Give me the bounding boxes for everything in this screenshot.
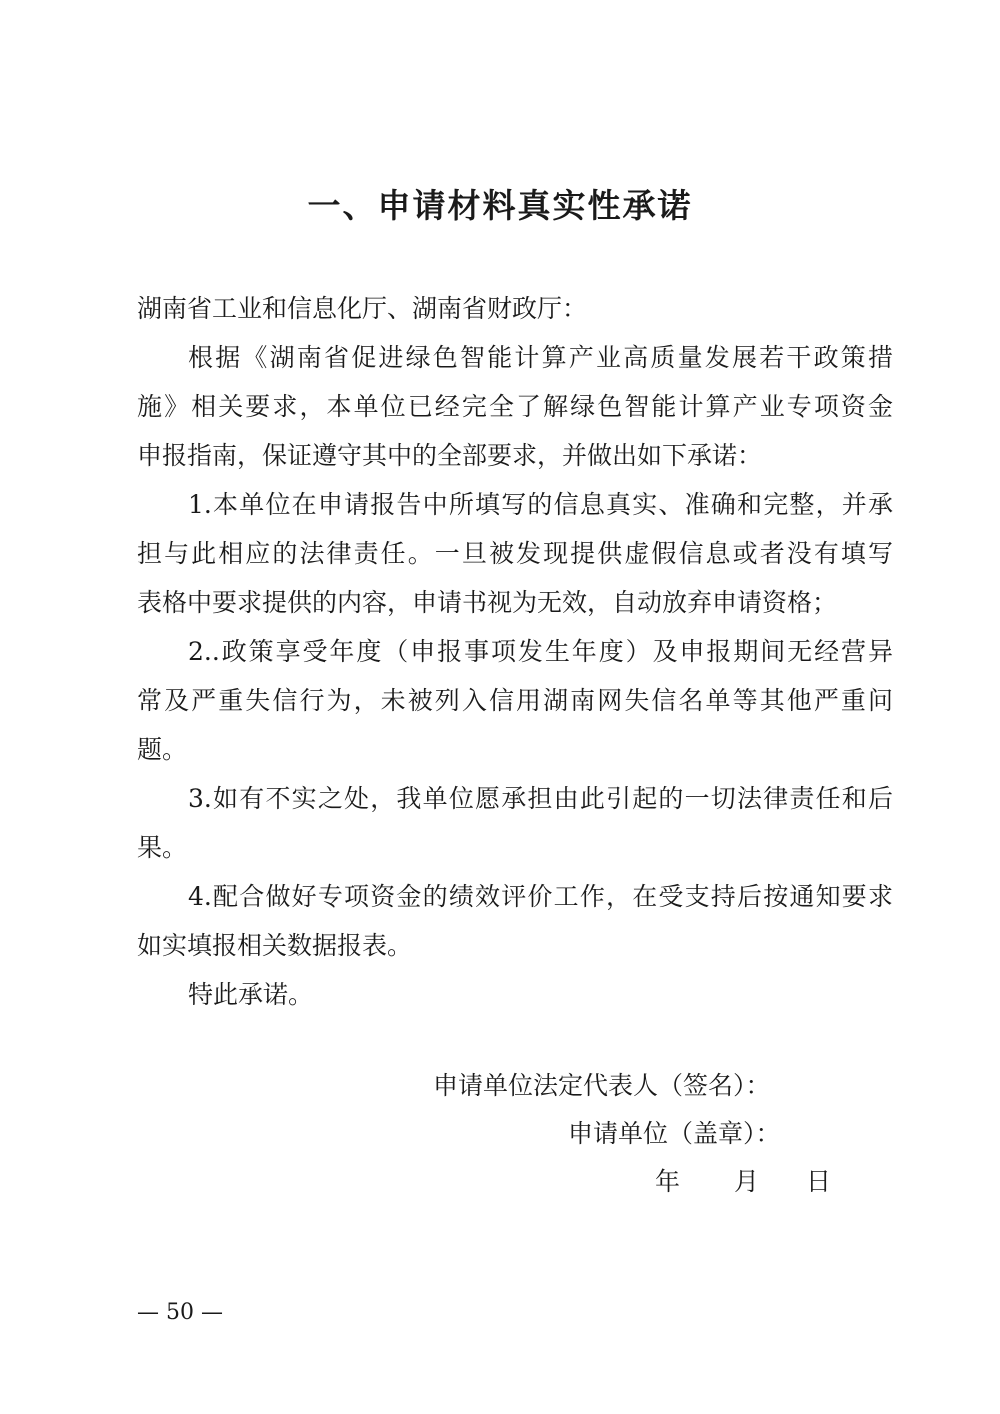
unit-seal-label: 申请单位（盖章）： <box>568 1119 781 1148</box>
date-year-label: 年 <box>655 1167 681 1196</box>
body-line: 施》相关要求，本单位已经完全了解绿色智能计算产业专项资金 <box>137 392 893 421</box>
legal-representative-signature-label: 申请单位法定代表人（签名）： <box>433 1071 771 1100</box>
commitment-3-line: 3.如有不实之处，我单位愿承担由此引起的一切法律责任和后 <box>188 784 893 813</box>
commitment-4-line: 如实填报相关数据报表。 <box>137 931 413 960</box>
commitment-1-line: 表格中要求提供的内容，申请书视为无效，自动放弃申请资格； <box>137 588 838 617</box>
page-title: 一、申请材料真实性承诺 <box>307 186 693 225</box>
commitment-2-line: 题。 <box>137 735 188 764</box>
date-day-label: 日 <box>806 1167 832 1196</box>
page-number: — 50 — <box>137 1300 223 1325</box>
closing-line: 特此承诺。 <box>188 980 314 1009</box>
date-month-label: 月 <box>734 1167 760 1196</box>
commitment-2-line: 常及严重失信行为，未被列入信用湖南网失信名单等其他严重问 <box>137 686 893 715</box>
commitment-2-line: 2..政策享受年度（申报事项发生年度）及申报期间无经营异 <box>188 637 893 666</box>
addressee-line: 湖南省工业和信息化厅、湖南省财政厅： <box>137 294 588 323</box>
commitment-1-line: 1.本单位在申请报告中所填写的信息真实、准确和完整，并承 <box>188 490 893 519</box>
body-line: 根据《湖南省促进绿色智能计算产业高质量发展若干政策措 <box>188 343 893 372</box>
commitment-1-line: 担与此相应的法律责任。一旦被发现提供虚假信息或者没有填写 <box>137 539 893 568</box>
commitment-4-line: 4.配合做好专项资金的绩效评价工作，在受支持后按通知要求 <box>188 882 893 911</box>
body-line: 申报指南，保证遵守其中的全部要求，并做出如下承诺： <box>137 441 763 470</box>
commitment-3-line: 果。 <box>137 833 188 862</box>
